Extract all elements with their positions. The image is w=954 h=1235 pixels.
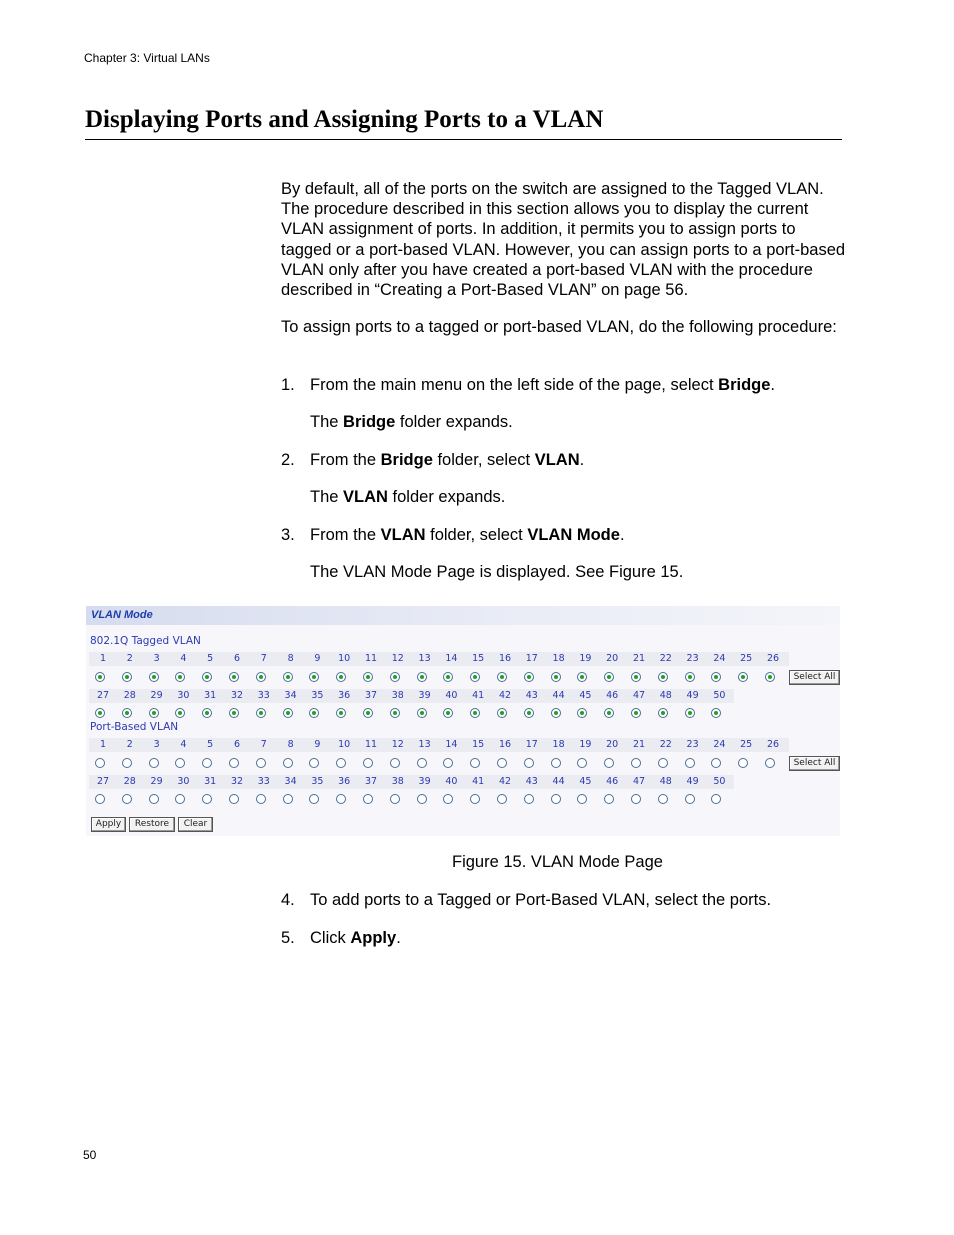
port-radio-button[interactable] — [497, 794, 507, 804]
port-radio-button[interactable] — [149, 708, 159, 718]
port-number: 20 — [606, 739, 619, 750]
port-number: 10 — [338, 739, 351, 750]
port-number: 41 — [472, 690, 485, 701]
port-radio-button[interactable] — [202, 794, 212, 804]
port-number: 21 — [632, 653, 646, 664]
port-radio-button[interactable] — [336, 708, 346, 718]
port-radio-button[interactable] — [336, 672, 346, 682]
port-radio-button[interactable] — [711, 672, 721, 682]
port-number: 11 — [364, 653, 378, 664]
port-radio-button[interactable] — [229, 708, 239, 718]
port-number: 4 — [180, 739, 187, 750]
port-radio-button[interactable] — [765, 758, 775, 768]
port-number: 40 — [445, 776, 458, 787]
port-radio-button[interactable] — [631, 708, 641, 718]
port-radio-button[interactable] — [685, 758, 695, 768]
port-radio-button[interactable] — [390, 758, 400, 768]
port-radio-button[interactable] — [658, 794, 668, 804]
port-number: 30 — [177, 690, 190, 701]
port-number: 41 — [472, 776, 485, 787]
port-radio-button[interactable] — [229, 672, 239, 682]
port-number: 27 — [96, 690, 110, 701]
port-number: 22 — [659, 653, 672, 664]
port-radio-button[interactable] — [658, 672, 668, 682]
port-radio-button[interactable] — [524, 758, 534, 768]
port-radio-button[interactable] — [122, 794, 132, 804]
port-radio-button[interactable] — [309, 708, 319, 718]
port-radio-button[interactable] — [551, 758, 561, 768]
step-number: 4. — [281, 891, 295, 909]
step-number: 5. — [281, 929, 295, 947]
port-radio-button[interactable] — [497, 708, 507, 718]
port-radio-button[interactable] — [631, 794, 641, 804]
port-radio-button[interactable] — [202, 672, 212, 682]
port-radio-button[interactable] — [577, 794, 587, 804]
port-number: 16 — [498, 653, 512, 664]
tagged-port-numbers-row2 — [89, 689, 734, 703]
port-number: 24 — [713, 739, 726, 750]
port-radio-button[interactable] — [202, 708, 212, 718]
port-number: 1 — [99, 653, 107, 664]
port-number: 7 — [260, 653, 267, 664]
port-number: 43 — [525, 690, 538, 701]
apply-button[interactable]: Apply — [91, 817, 126, 832]
port-radio-button[interactable] — [95, 794, 105, 804]
port-radio-button[interactable] — [658, 758, 668, 768]
port-radio-button[interactable] — [577, 708, 587, 718]
port-radio-button[interactable] — [577, 672, 587, 682]
port-number: 19 — [579, 739, 592, 750]
port-radio-button[interactable] — [363, 758, 373, 768]
port-number: 2 — [126, 739, 133, 750]
port-radio-button[interactable] — [363, 794, 373, 804]
step-1: 1. From the main menu on the left side of the page, select Bridge. — [281, 376, 776, 394]
port-number: 3 — [153, 653, 160, 664]
port-radio-button[interactable] — [524, 708, 534, 718]
port-number: 7 — [260, 739, 267, 750]
tagged-port-numbers-row1 — [89, 652, 789, 666]
port-number: 34 — [284, 690, 297, 701]
step-5: 5. Click Apply. — [281, 929, 401, 947]
port-radio-button[interactable] — [336, 794, 346, 804]
tagged-select-all-button[interactable]: Select All — [789, 670, 840, 685]
port-number: 25 — [740, 653, 753, 664]
port-radio-button[interactable] — [711, 708, 721, 718]
port-number: 18 — [552, 739, 565, 750]
port-radio-button[interactable] — [497, 672, 507, 682]
port-number: 38 — [391, 776, 404, 787]
port-number: 26 — [766, 653, 780, 664]
port-radio-button[interactable] — [95, 672, 105, 682]
port-number: 15 — [472, 739, 485, 750]
port-radio-button[interactable] — [551, 708, 561, 718]
port-number: 47 — [632, 776, 646, 787]
port-number: 11 — [364, 739, 378, 750]
port-number: 8 — [287, 739, 294, 750]
port-radio-button[interactable] — [685, 708, 695, 718]
port-number: 37 — [364, 690, 378, 701]
port-number: 2 — [126, 653, 133, 664]
port-number: 45 — [579, 690, 592, 701]
port-based-port-numbers-row2 — [89, 775, 734, 789]
port-number: 38 — [391, 690, 404, 701]
port-number: 48 — [659, 690, 672, 701]
port-radio-button[interactable] — [417, 708, 427, 718]
port-number: 14 — [445, 653, 458, 664]
port-number: 40 — [445, 690, 458, 701]
port-radio-button[interactable] — [417, 794, 427, 804]
port-radio-button[interactable] — [309, 758, 319, 768]
step-number: 2. — [281, 451, 295, 469]
port-radio-button[interactable] — [443, 794, 453, 804]
step-1-result: The Bridge folder expands. — [310, 413, 513, 431]
port-radio-button[interactable] — [577, 758, 587, 768]
port-number: 32 — [230, 690, 244, 701]
port-number: 17 — [525, 653, 538, 664]
port-number: 13 — [418, 653, 431, 664]
port-radio-button[interactable] — [765, 672, 775, 682]
port-radio-button[interactable] — [604, 672, 614, 682]
section-title: Displaying Ports and Assigning Ports to a VLAN — [85, 106, 842, 140]
port-number: 23 — [686, 739, 699, 750]
procedure-intro-text: To assign ports to a tagged or port-based VLAN, do the following procedure: — [281, 318, 837, 336]
port-radio-button[interactable] — [604, 758, 614, 768]
port-radio-button[interactable] — [685, 672, 695, 682]
port-radio-button[interactable] — [175, 794, 185, 804]
port-number: 22 — [659, 739, 672, 750]
port-radio-button[interactable] — [363, 708, 373, 718]
port-radio-button[interactable] — [122, 672, 132, 682]
port-number: 50 — [713, 690, 726, 701]
port-radio-button[interactable] — [524, 794, 534, 804]
port-number: 33 — [257, 690, 270, 701]
port-based-select-all-button[interactable]: Select All — [789, 756, 840, 771]
port-radio-button[interactable] — [551, 794, 561, 804]
port-radio-button[interactable] — [122, 758, 132, 768]
figure-caption: Figure 15. VLAN Mode Page — [452, 853, 663, 871]
restore-button[interactable]: Restore — [129, 817, 175, 832]
port-radio-button[interactable] — [256, 708, 266, 718]
port-number: 42 — [498, 776, 512, 787]
port-number: 17 — [525, 739, 538, 750]
port-radio-button[interactable] — [470, 672, 480, 682]
port-number: 28 — [123, 776, 136, 787]
tagged-vlan-label: 802.1Q Tagged VLAN — [90, 635, 201, 647]
port-number: 39 — [418, 690, 431, 701]
step-4: 4. To add ports to a Tagged or Port-Based VLAN, select the ports. — [281, 891, 772, 909]
port-radio-button[interactable] — [711, 794, 721, 804]
step-number: 1. — [281, 376, 295, 394]
port-radio-button[interactable] — [685, 794, 695, 804]
port-number: 20 — [606, 653, 619, 664]
port-radio-button[interactable] — [443, 758, 453, 768]
page-number: 50 — [83, 1148, 97, 1162]
port-number: 5 — [207, 739, 214, 750]
clear-button[interactable]: Clear — [178, 817, 213, 832]
vlan-mode-header: VLAN Mode — [86, 606, 840, 625]
port-number: 4 — [180, 653, 187, 664]
procedure-intro-paragraph — [281, 317, 846, 337]
port-number: 49 — [686, 690, 699, 701]
port-number: 47 — [632, 690, 646, 701]
port-number: 36 — [338, 690, 351, 701]
port-radio-button[interactable] — [256, 758, 266, 768]
port-number: 26 — [766, 739, 780, 750]
port-number: 33 — [257, 776, 270, 787]
step-3: 3. From the VLAN folder, select VLAN Mode. — [281, 526, 625, 544]
port-radio-button[interactable] — [738, 672, 748, 682]
port-radio-button[interactable] — [122, 708, 132, 718]
port-based-port-numbers-row1 — [89, 738, 789, 752]
port-radio-button[interactable] — [283, 672, 293, 682]
port-number: 15 — [472, 653, 485, 664]
port-number: 39 — [418, 776, 431, 787]
port-number: 5 — [207, 653, 214, 664]
port-radio-button[interactable] — [229, 758, 239, 768]
port-number: 6 — [233, 653, 241, 664]
port-number: 44 — [552, 776, 565, 787]
port-radio-button[interactable] — [256, 794, 266, 804]
port-number: 37 — [364, 776, 378, 787]
port-number: 9 — [314, 739, 321, 750]
intro-text: By default, all of the ports on the switch are assigned to the Tagged VLAN. The procedure described in this section allows you to display the current VLAN assignment of ports. In addition, it permits you to assign ports to tagged or a port-based VLAN. However, you can assign ports to a port-based VLAN only after you have created a port-based VLAN with the procedure described in “Creating a Port-Based VLAN” on page 56. — [281, 180, 846, 300]
step-3-result: The VLAN Mode Page is displayed. See Figure 15. — [310, 563, 684, 581]
port-number: 50 — [713, 776, 726, 787]
port-number: 25 — [740, 739, 753, 750]
port-number: 3 — [153, 739, 160, 750]
port-number: 42 — [498, 690, 512, 701]
port-radio-button[interactable] — [175, 758, 185, 768]
port-radio-button[interactable] — [283, 758, 293, 768]
port-number: 9 — [314, 653, 321, 664]
port-radio-button[interactable] — [256, 672, 266, 682]
port-radio-button[interactable] — [175, 672, 185, 682]
step-number: 3. — [281, 526, 295, 544]
port-number: 19 — [579, 653, 592, 664]
port-number: 13 — [418, 739, 431, 750]
port-radio-button[interactable] — [309, 672, 319, 682]
port-radio-button[interactable] — [390, 794, 400, 804]
port-number: 18 — [552, 653, 565, 664]
port-number: 36 — [338, 776, 351, 787]
port-number: 8 — [287, 653, 294, 664]
port-radio-button[interactable] — [390, 708, 400, 718]
port-radio-button[interactable] — [95, 708, 105, 718]
port-radio-button[interactable] — [417, 672, 427, 682]
port-radio-button[interactable] — [631, 758, 641, 768]
port-radio-button[interactable] — [175, 708, 185, 718]
port-number: 1 — [99, 739, 107, 750]
port-radio-button[interactable] — [658, 708, 668, 718]
port-number: 35 — [311, 690, 324, 701]
port-number: 31 — [204, 690, 217, 701]
port-radio-button[interactable] — [443, 672, 453, 682]
port-radio-button[interactable] — [604, 708, 614, 718]
port-radio-button[interactable] — [283, 794, 293, 804]
port-radio-button[interactable] — [149, 794, 159, 804]
port-number: 12 — [391, 739, 404, 750]
port-number: 34 — [284, 776, 297, 787]
port-number: 14 — [445, 739, 458, 750]
intro-paragraph — [281, 179, 846, 300]
port-number: 12 — [391, 653, 404, 664]
port-number: 21 — [632, 739, 646, 750]
port-number: 6 — [233, 739, 241, 750]
port-radio-button[interactable] — [497, 758, 507, 768]
step-2-result: The VLAN folder expands. — [310, 488, 506, 506]
port-number: 28 — [123, 690, 136, 701]
running-header: Chapter 3: Virtual LANs — [84, 51, 210, 65]
port-number: 29 — [150, 690, 163, 701]
port-radio-button[interactable] — [417, 758, 427, 768]
port-number: 10 — [338, 653, 351, 664]
port-number: 46 — [606, 690, 619, 701]
port-radio-button[interactable] — [202, 758, 212, 768]
port-radio-button[interactable] — [524, 672, 534, 682]
port-number: 30 — [177, 776, 190, 787]
port-number: 23 — [686, 653, 699, 664]
port-radio-button[interactable] — [470, 794, 480, 804]
port-based-vlan-label: Port-Based VLAN — [90, 721, 179, 733]
port-radio-button[interactable] — [363, 672, 373, 682]
vlan-mode-figure — [86, 606, 840, 836]
port-radio-button[interactable] — [738, 758, 748, 768]
port-number: 46 — [606, 776, 619, 787]
port-radio-button[interactable] — [443, 708, 453, 718]
port-number: 24 — [713, 653, 726, 664]
port-number: 29 — [150, 776, 163, 787]
port-radio-button[interactable] — [470, 758, 480, 768]
step-2: 2. From the Bridge folder, select VLAN. — [281, 451, 585, 469]
port-radio-button[interactable] — [711, 758, 721, 768]
port-radio-button[interactable] — [470, 708, 480, 718]
port-number: 49 — [686, 776, 699, 787]
port-number: 16 — [498, 739, 512, 750]
port-radio-button[interactable] — [149, 672, 159, 682]
port-radio-button[interactable] — [631, 672, 641, 682]
port-radio-button[interactable] — [336, 758, 346, 768]
port-number: 48 — [659, 776, 672, 787]
port-radio-button[interactable] — [604, 794, 614, 804]
port-number: 27 — [96, 776, 110, 787]
port-number: 32 — [230, 776, 244, 787]
port-number: 44 — [552, 690, 565, 701]
port-radio-button[interactable] — [551, 672, 561, 682]
port-radio-button[interactable] — [95, 758, 105, 768]
port-radio-button[interactable] — [283, 708, 293, 718]
port-radio-button[interactable] — [309, 794, 319, 804]
port-number: 31 — [204, 776, 217, 787]
port-radio-button[interactable] — [229, 794, 239, 804]
port-radio-button[interactable] — [390, 672, 400, 682]
port-radio-button[interactable] — [149, 758, 159, 768]
port-number: 45 — [579, 776, 592, 787]
port-number: 35 — [311, 776, 324, 787]
port-number: 43 — [525, 776, 538, 787]
